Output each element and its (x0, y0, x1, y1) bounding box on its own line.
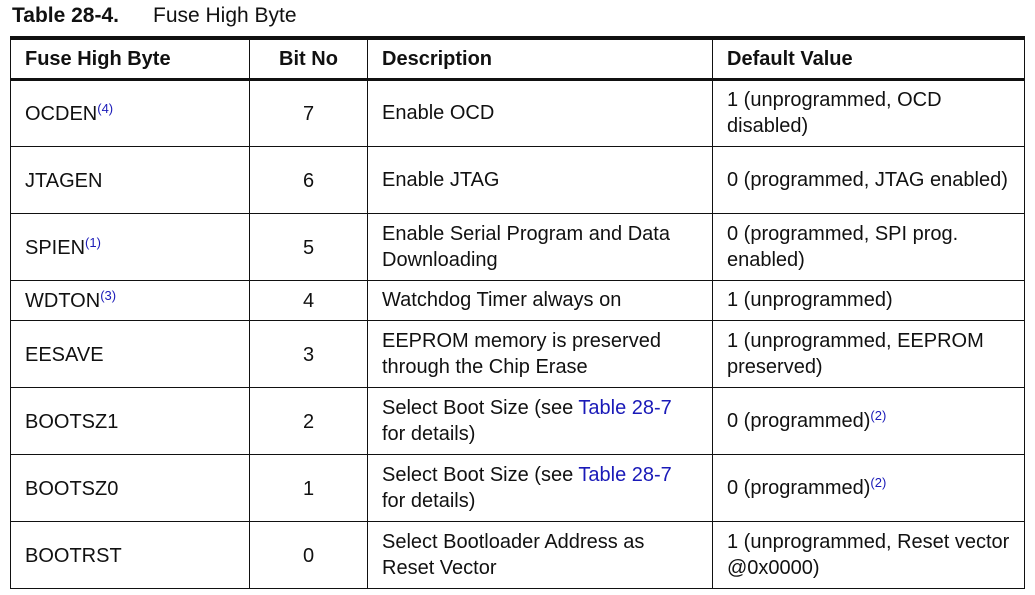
default-value-text: 0 (programmed, SPI prog. enabled) (727, 222, 959, 271)
footnote-ref-link[interactable]: (3) (100, 288, 117, 303)
bit-no-cell: 0 (250, 521, 368, 588)
header-bit-no: Bit No (250, 38, 368, 79)
default-value-cell (713, 454, 1025, 521)
description-cell (368, 387, 713, 454)
bit-no-cell: 7 (250, 79, 368, 146)
table-28-7-link[interactable]: Table 28-7 (578, 396, 672, 419)
fuse-high-byte-table (10, 36, 1025, 589)
fuse-name: OCDEN (25, 103, 98, 125)
default-value-text: 1 (unprogrammed, Reset vector @0x0000) (727, 530, 1010, 579)
footnote-ref-link[interactable]: (4) (97, 101, 114, 116)
default-value-text: 0 (programmed) (727, 409, 871, 432)
bit-no-cell: 3 (250, 320, 368, 387)
fuse-name-cell (11, 213, 250, 280)
header-default-value: Default Value (713, 38, 1025, 79)
bit-no-cell: 1 (250, 454, 368, 521)
table-row (11, 146, 1025, 213)
description-text-after: for details) (382, 489, 476, 512)
footnote-ref-link[interactable]: (1) (85, 234, 101, 250)
fuse-name-cell (11, 280, 250, 320)
default-value-cell (713, 213, 1025, 280)
footnote-ref-link[interactable]: (2) (870, 407, 887, 423)
header-description: Description (368, 38, 713, 79)
description-text: Enable OCD (382, 102, 495, 124)
bit-no-cell: 5 (250, 213, 368, 280)
table-row (11, 213, 1025, 280)
description-cell (368, 454, 713, 521)
description-cell (368, 280, 713, 320)
fuse-name: WDTON (25, 290, 101, 312)
fuse-name-cell (11, 454, 250, 521)
description-cell (368, 521, 713, 588)
default-value-cell (713, 79, 1025, 146)
table-row (11, 79, 1025, 146)
fuse-name: BOOTSZ1 (25, 410, 119, 433)
header-fuse-high-byte: Fuse High Byte (11, 38, 250, 79)
description-text: Select Boot Size (see (382, 396, 579, 419)
footnote-ref-link[interactable]: (2) (870, 474, 887, 490)
description-cell (368, 320, 713, 387)
default-value-cell (713, 387, 1025, 454)
bit-no-cell: 6 (250, 146, 368, 213)
fuse-name-cell (11, 79, 250, 146)
default-value-text: 0 (programmed) (727, 476, 871, 499)
fuse-name-cell (11, 521, 250, 588)
description-text: Select Bootloader Address as Reset Vector (382, 530, 645, 579)
default-value-cell (713, 521, 1025, 588)
fuse-name-cell (11, 387, 250, 454)
table-title: Fuse High Byte (153, 4, 297, 27)
table-caption (12, 2, 297, 30)
bit-no-cell: 2 (250, 387, 368, 454)
table-row (11, 280, 1025, 320)
bit-no-cell: 4 (250, 280, 368, 320)
description-cell (368, 146, 713, 213)
table-row (11, 521, 1025, 588)
default-value-text: 1 (unprogrammed, OCD disabled) (727, 89, 942, 137)
fuse-name-cell (11, 146, 250, 213)
default-value-text: 0 (programmed, JTAG enabled) (727, 168, 1008, 191)
description-cell (368, 79, 713, 146)
description-text: Select Boot Size (see (382, 463, 579, 486)
table-row (11, 454, 1025, 521)
description-text: EEPROM memory is preserved through the Chip Erase (382, 329, 661, 378)
fuse-name-cell (11, 320, 250, 387)
table-row (11, 320, 1025, 387)
default-value-cell (713, 280, 1025, 320)
fuse-name: EESAVE (25, 343, 104, 366)
table-row (11, 387, 1025, 454)
description-text-after: for details) (382, 422, 476, 445)
default-value-cell (713, 146, 1025, 213)
table-28-7-link[interactable]: Table 28-7 (578, 463, 672, 486)
description-text: Enable JTAG (382, 168, 500, 191)
fuse-name: BOOTSZ0 (25, 477, 119, 500)
description-text: Enable Serial Program and Data Downloading (382, 222, 670, 271)
default-value-text: 1 (unprogrammed) (727, 289, 893, 311)
header-row (11, 38, 1025, 79)
default-value-cell (713, 320, 1025, 387)
default-value-text: 1 (unprogrammed, EEPROM preserved) (727, 329, 984, 378)
description-cell (368, 213, 713, 280)
table-number: Table 28-4. (12, 4, 119, 27)
fuse-name: SPIEN (25, 236, 86, 259)
description-text: Watchdog Timer always on (382, 289, 622, 311)
fuse-name: JTAGEN (25, 169, 103, 192)
fuse-name: BOOTRST (25, 544, 122, 567)
